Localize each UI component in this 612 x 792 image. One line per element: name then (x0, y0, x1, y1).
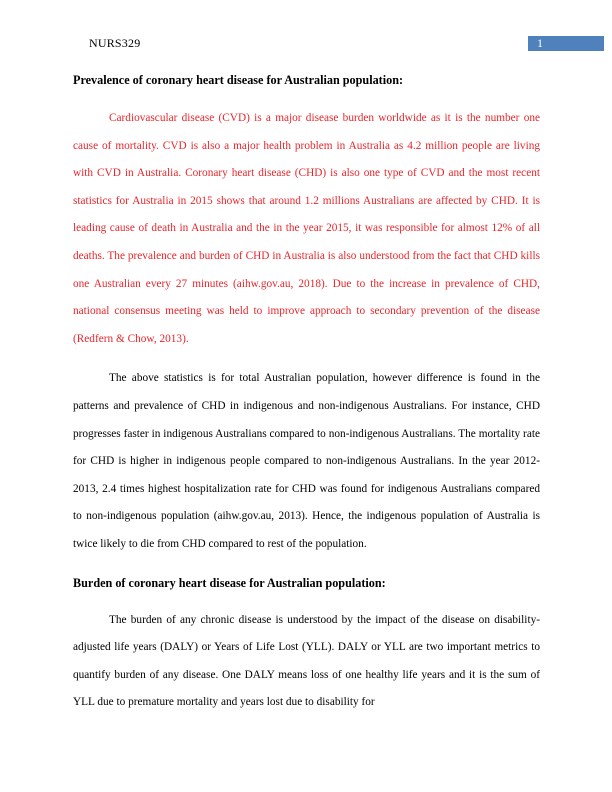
paragraph-indigenous-differences: The above statistics is for total Australian population, however difference is found in the patterns and prevalence of CHD in indigenous and non-indigenous Australians. For instance, CHD progresses faster in indigenous Australians compared to non-indigenous Australians. The mortality rate for CHD is higher in indigenous people compared to non-indigenous Australians. In the year 2012-2013, 2.4 times highest hospitalization rate for CHD was found for indigenous Australians compared to non-indigenous population (aihw.gov.au, 2013). Hence, the indigenous population of Australia is twice likely to die from CHD compared to rest of the population. (73, 372, 540, 550)
document-body (73, 68, 540, 717)
paragraph-cvd-statistics: Cardiovascular disease (CVD) is a major disease burden worldwide as it is the number one cause of mortality. CVD is also a major health problem in Australia as 4.2 million people are living with CVD in Australia. Coronary heart disease (CHD) is also one type of CVD and the most recent statistics for Australia in 2015 shows that around 1.2 millions Australians are affected by CHD. It is leading cause of death in Australia and the in the year 2015, it was responsible for almost 12% of all deaths. The prevalence and burden of CHD in Australia is also understood from the fact that CHD kills one Australian every 27 minutes (aihw.gov.au, 2018). Due to the increase in prevalence of CHD, national consensus meeting was held to improve approach to secondary prevention of the disease (Redfern & Chow, 2013). (73, 112, 540, 345)
course-code: NURS329 (89, 36, 141, 50)
paragraph-daly-yll: The burden of any chronic disease is understood by the impact of the disease on disability-adjusted life years (DALY) or Years of Life Lost (YLL). DALY or YLL are two important metrics to quantify burden of any disease. One DALY means loss of one healthy life years and it is the sum of YLL due to premature mortality and years lost due to disability for (73, 613, 540, 709)
section-heading-burden: Burden of coronary heart disease for Australian population: (73, 575, 386, 590)
page-number-box (528, 36, 604, 51)
page-number: 1 (537, 36, 543, 50)
section-heading-prevalence: Prevalence of coronary heart disease for Australian population: (73, 73, 404, 87)
